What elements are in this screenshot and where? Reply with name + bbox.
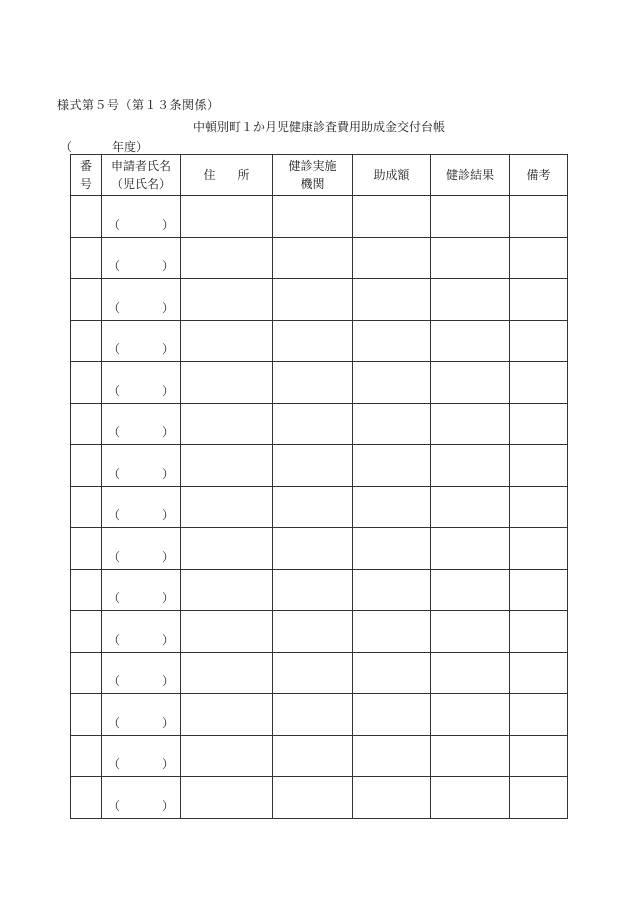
header-applicant-name [102, 155, 181, 196]
fiscal-year-open-paren: （ [60, 140, 73, 154]
close-paren: ） [161, 591, 174, 605]
open-paren: （ [108, 217, 121, 232]
institution-cell [273, 362, 353, 404]
institution-cell [273, 403, 353, 445]
subsidy-register-table [70, 154, 568, 819]
address-cell [181, 569, 273, 611]
notes-cell [510, 320, 568, 362]
subsidy-amount-cell [353, 652, 431, 694]
institution-cell [273, 528, 353, 570]
number-cell [71, 735, 102, 777]
institution-cell [273, 196, 353, 238]
address-cell [181, 694, 273, 736]
checkup-result-cell [431, 279, 510, 321]
close-paren: ） [161, 383, 174, 398]
child-name-parens [108, 674, 174, 688]
fiscal-year-label: 年度） [112, 140, 149, 154]
institution-cell [273, 279, 353, 321]
checkup-result-cell [431, 735, 510, 777]
address-cell [181, 362, 273, 404]
table-row [71, 735, 568, 777]
applicant-name-cell [102, 528, 181, 570]
close-paren: ） [161, 300, 174, 315]
close-paren: ） [161, 715, 174, 730]
header-checkup-result: 健診結果 [431, 155, 510, 196]
address-cell [181, 486, 273, 528]
child-name-parens [108, 342, 174, 356]
address-cell [181, 445, 273, 487]
close-paren: ） [161, 549, 174, 564]
notes-cell [510, 777, 568, 819]
child-name-parens [108, 591, 174, 605]
table-row [71, 777, 568, 819]
checkup-result-cell [431, 362, 510, 404]
checkup-result-cell [431, 196, 510, 238]
child-name-parens [108, 384, 174, 398]
checkup-result-cell [431, 777, 510, 819]
child-name-parens [108, 467, 174, 481]
applicant-name-cell [102, 279, 181, 321]
number-cell [71, 237, 102, 279]
header-institution-line-1: 健診実施 [288, 159, 337, 173]
number-cell [71, 320, 102, 362]
open-paren: （ [108, 466, 121, 481]
table-row [71, 486, 568, 528]
child-name-parens [108, 218, 174, 232]
address-cell [181, 652, 273, 694]
open-paren: （ [108, 383, 121, 398]
header-address [181, 155, 273, 196]
institution-cell [273, 320, 353, 362]
number-cell [71, 196, 102, 238]
header-address-char-1: 住 [203, 168, 216, 182]
table-row [71, 196, 568, 238]
header-number-line-1: 番 [79, 159, 92, 173]
address-cell [181, 196, 273, 238]
child-name-parens [108, 633, 174, 647]
table-row [71, 611, 568, 653]
checkup-result-cell [431, 403, 510, 445]
table-row [71, 528, 568, 570]
register-body [71, 196, 568, 819]
notes-cell [510, 237, 568, 279]
applicant-name-cell [102, 777, 181, 819]
header-institution-line-2: 機関 [300, 177, 325, 191]
table-row [71, 237, 568, 279]
open-paren: （ [108, 300, 121, 315]
open-paren: （ [108, 549, 121, 564]
notes-cell [510, 403, 568, 445]
open-paren: （ [108, 715, 121, 730]
address-cell [181, 403, 273, 445]
number-cell [71, 445, 102, 487]
number-cell [71, 569, 102, 611]
child-name-parens [108, 425, 174, 439]
header-subsidy-amount: 助成額 [353, 155, 431, 196]
subsidy-amount-cell [353, 196, 431, 238]
notes-cell [510, 528, 568, 570]
checkup-result-cell [431, 569, 510, 611]
institution-cell [273, 569, 353, 611]
form-number: 様式第５号（第１３条関係） [57, 98, 220, 112]
checkup-result-cell [431, 528, 510, 570]
table-row [71, 403, 568, 445]
applicant-name-cell [102, 196, 181, 238]
table-row [71, 569, 568, 611]
child-name-parens [108, 757, 174, 771]
checkup-result-cell [431, 445, 510, 487]
open-paren: （ [108, 508, 121, 522]
open-paren: （ [108, 342, 121, 356]
checkup-result-cell [431, 486, 510, 528]
address-cell [181, 237, 273, 279]
child-name-parens [108, 508, 174, 522]
close-paren: ） [161, 259, 174, 273]
close-paren: ） [161, 798, 174, 813]
number-cell [71, 279, 102, 321]
open-paren: （ [108, 632, 121, 647]
checkup-result-cell [431, 320, 510, 362]
applicant-name-cell [102, 735, 181, 777]
subsidy-amount-cell [353, 320, 431, 362]
table-row [71, 320, 568, 362]
subsidy-amount-cell [353, 445, 431, 487]
open-paren: （ [108, 798, 121, 813]
number-cell [71, 528, 102, 570]
open-paren: （ [108, 757, 121, 771]
applicant-name-cell [102, 403, 181, 445]
close-paren: ） [161, 217, 174, 232]
address-cell [181, 279, 273, 321]
checkup-result-cell [431, 652, 510, 694]
institution-cell [273, 777, 353, 819]
header-applicant-name-line-2: （児氏名） [110, 177, 171, 191]
table-row [71, 362, 568, 404]
subsidy-amount-cell [353, 403, 431, 445]
subsidy-amount-cell [353, 694, 431, 736]
fiscal-year-line [60, 138, 148, 155]
notes-cell [510, 611, 568, 653]
institution-cell [273, 652, 353, 694]
header-applicant-name-line-1: 申請者氏名 [110, 159, 171, 173]
header-notes: 備考 [510, 155, 568, 196]
notes-cell [510, 486, 568, 528]
subsidy-amount-cell [353, 486, 431, 528]
applicant-name-cell [102, 445, 181, 487]
address-cell [181, 777, 273, 819]
address-cell [181, 735, 273, 777]
institution-cell [273, 445, 353, 487]
applicant-name-cell [102, 362, 181, 404]
header-number [71, 155, 102, 196]
notes-cell [510, 445, 568, 487]
applicant-name-cell [102, 320, 181, 362]
institution-cell [273, 735, 353, 777]
number-cell [71, 694, 102, 736]
header-number-line-2: 号 [79, 177, 92, 191]
address-cell [181, 528, 273, 570]
number-cell [71, 362, 102, 404]
close-paren: ） [161, 466, 174, 481]
notes-cell [510, 652, 568, 694]
subsidy-amount-cell [353, 777, 431, 819]
applicant-name-cell [102, 694, 181, 736]
applicant-name-cell [102, 611, 181, 653]
close-paren: ） [161, 425, 174, 439]
child-name-parens [108, 259, 174, 273]
notes-cell [510, 569, 568, 611]
header-address-char-2: 所 [237, 168, 250, 182]
number-cell [71, 652, 102, 694]
close-paren: ） [161, 342, 174, 356]
notes-cell [510, 279, 568, 321]
close-paren: ） [161, 508, 174, 522]
applicant-name-cell [102, 486, 181, 528]
subsidy-amount-cell [353, 611, 431, 653]
institution-cell [273, 611, 353, 653]
notes-cell [510, 694, 568, 736]
table-row [71, 279, 568, 321]
open-paren: （ [108, 674, 121, 688]
table-row [71, 694, 568, 736]
child-name-parens [108, 550, 174, 564]
institution-cell [273, 694, 353, 736]
table-row [71, 652, 568, 694]
close-paren: ） [161, 674, 174, 688]
open-paren: （ [108, 591, 121, 605]
checkup-result-cell [431, 694, 510, 736]
open-paren: （ [108, 259, 121, 273]
subsidy-amount-cell [353, 279, 431, 321]
child-name-parens [108, 799, 174, 813]
checkup-result-cell [431, 237, 510, 279]
header-institution [273, 155, 353, 196]
child-name-parens [108, 716, 174, 730]
institution-cell [273, 237, 353, 279]
notes-cell [510, 362, 568, 404]
applicant-name-cell [102, 652, 181, 694]
address-cell [181, 320, 273, 362]
child-name-parens [108, 301, 174, 315]
subsidy-amount-cell [353, 528, 431, 570]
subsidy-amount-cell [353, 569, 431, 611]
number-cell [71, 403, 102, 445]
open-paren: （ [108, 425, 121, 439]
number-cell [71, 611, 102, 653]
applicant-name-cell [102, 237, 181, 279]
subsidy-amount-cell [353, 735, 431, 777]
notes-cell [510, 735, 568, 777]
table-row [71, 445, 568, 487]
close-paren: ） [161, 757, 174, 771]
notes-cell [510, 196, 568, 238]
applicant-name-cell [102, 569, 181, 611]
document-title: 中頓別町１か月児健康診査費用助成金交付台帳 [193, 120, 446, 134]
subsidy-amount-cell [353, 237, 431, 279]
close-paren: ） [161, 632, 174, 647]
number-cell [71, 486, 102, 528]
number-cell [71, 777, 102, 819]
header-row [71, 155, 568, 196]
address-cell [181, 611, 273, 653]
checkup-result-cell [431, 611, 510, 653]
institution-cell [273, 486, 353, 528]
subsidy-amount-cell [353, 362, 431, 404]
